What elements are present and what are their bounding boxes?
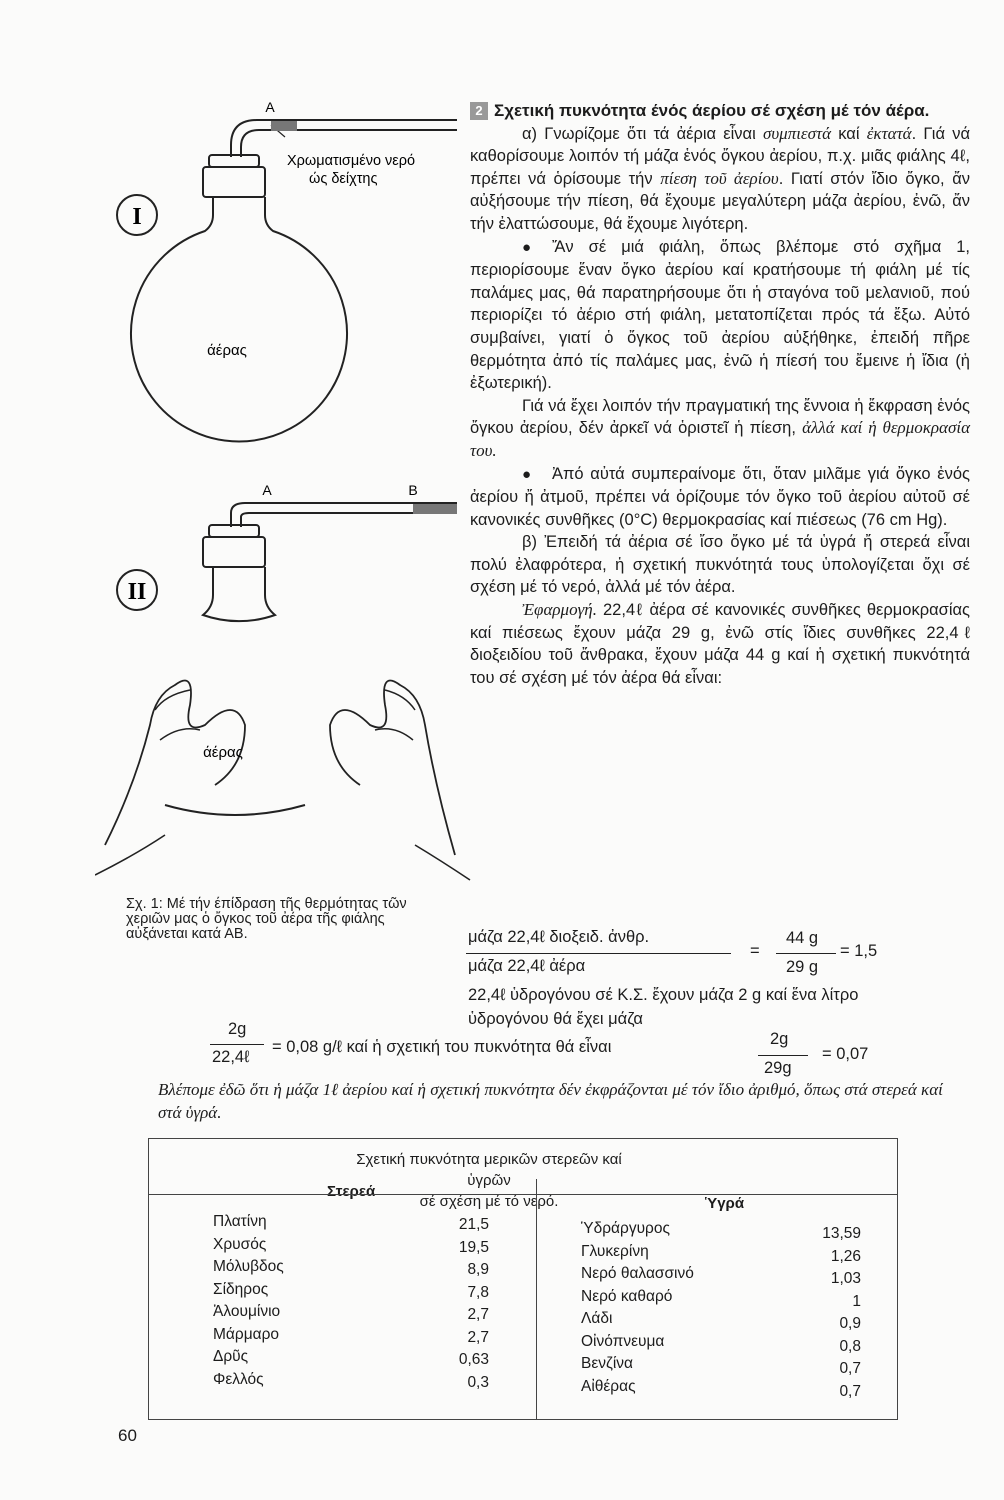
liquids-header: Ὑγρά — [705, 1195, 745, 1212]
page-number: 60 — [118, 1426, 137, 1445]
label-a-bottom: A — [262, 482, 272, 498]
table-row-solid-name: Φελλός — [213, 1370, 264, 1388]
table-row-liquid-name: Νερό καθαρό — [581, 1287, 673, 1305]
p1-italic-expandable: ἐκτατά — [866, 123, 912, 143]
table-row-liquid-name: Λάδι — [581, 1310, 613, 1327]
flask2-indicator-drop — [413, 504, 457, 514]
flask1-tube-top — [231, 120, 457, 157]
table-row-solid-name: Πλατίνη — [213, 1213, 267, 1230]
table-row-liquid-name: Νερό θαλασσινό — [581, 1265, 694, 1282]
table-row-solid-value: 21,5 — [458, 1216, 489, 1233]
indicator-label-line2: ώς δείχτης — [309, 171, 378, 187]
formula2-numerator: 2g — [228, 1020, 247, 1038]
flask2-bottom-arc — [165, 805, 305, 815]
application-label: Ἐφαρμογή. — [522, 600, 597, 620]
table-column-divider — [536, 1179, 537, 1419]
table-row-solid-name: Ἀλουμίνιο — [213, 1303, 281, 1320]
table-row-liquid-value: 0,8 — [839, 1337, 861, 1355]
flask2-neck-ring — [209, 525, 259, 537]
formula1-result: = 1,5 — [840, 942, 878, 960]
formula1-right-bar — [776, 953, 836, 954]
formula1-fraction-bar — [466, 953, 731, 954]
table-row-liquid-value: 1,26 — [830, 1247, 861, 1265]
table-row-solid-value: 8,9 — [467, 1261, 489, 1278]
label-a-top: A — [265, 99, 275, 115]
table-row-liquid-value: 0,7 — [839, 1360, 861, 1377]
liquids-names — [581, 1218, 741, 1398]
p1-text-and: καί — [831, 124, 867, 143]
formula1-right-denominator: 29 g — [786, 958, 819, 976]
flask2-body — [203, 567, 275, 621]
table-row-solid-name: Δρῦς — [213, 1348, 249, 1365]
flask-figure — [95, 85, 475, 885]
table-row-liquid-name: Γλυκερίνη — [581, 1242, 649, 1260]
roman-numeral-two: II — [127, 579, 147, 605]
formula2-right-numerator: 2g — [770, 1030, 789, 1048]
formula2-right-bar — [758, 1055, 808, 1056]
hydrogen-line2: ὑδρογόνου θά ἔχει μάζα — [468, 1010, 643, 1028]
table-title-line2: σέ σχέση μέ τό νερό. — [419, 1193, 559, 1210]
table-header-divider — [149, 1194, 897, 1195]
table-row-liquid-value: 1,03 — [830, 1270, 861, 1287]
formula2-middle-text: = 0,08 g/ℓ καί ἡ σχετική του πυκνότητα θά εἶναι — [272, 1038, 612, 1056]
indicator-label-line1: Χρωματισμένο νερό — [287, 153, 416, 169]
table-row-solid-value: 2,7 — [467, 1306, 489, 1323]
p3-text: Γιά νά ἔχει λοιπόν τήν πραγματική της ἔννοια ἡ ἔκφραση ἑνός ὄγκου ἀερίου, δέν ἀρκεῖ νά ὁριστεῖ ἡ πίεση, — [470, 396, 970, 438]
paragraph-b: β) Ἐπειδή τά ἀέρια σέ ἴσο ὄγκο μέ τά ὑγρά ἤ στερεά εἶναι πολύ ἐλαφρότερα, ἡ σχετική πυκνότητά τους ὑπολογίζεται ὄχι σέ σχέση μέ τό νερό, ἀλλά μέ τόν ἀέρα. — [470, 533, 970, 597]
table-row-solid-value: 19,5 — [458, 1238, 489, 1256]
air-label-flask2: άέρας — [203, 744, 243, 761]
p1-text-2: . Γιά νά καθορίσουμε λοιπόν τή μάζα ἑνός ὄγκου ἀερίου, π.χ. μιᾶς φιάλης 4ℓ, πρέπει νά ὁρίσουμε τήν — [470, 124, 970, 188]
liquids-values — [799, 1223, 861, 1403]
label-b: B — [408, 482, 418, 498]
p3-italic: ἀλλά καί ἡ θερμοκρασία του. — [470, 418, 970, 460]
table-row-solid-name: Μόλυβδος — [213, 1258, 284, 1275]
left-hand — [105, 681, 245, 846]
table-row-liquid-name: Βενζίνα — [581, 1355, 633, 1372]
application-text: 22,4ℓ ἀέρα σέ κανονικές συνθῆκες θερμοκρασίας καί πιέσεως ἔχουν μάζα 29 g, ἐνῶ στίς ἴδιες συνθῆκες 22,4ℓ διοξειδίου τοῦ ἄνθρακα, ἔχουν μάζα 44 g καί ἡ σχετική πυκνότητά του σέ σχέση μέ τόν ἀέρα θά εἶναι: — [470, 601, 970, 687]
table-title — [339, 1149, 639, 1212]
table-row-solid-value: 0,3 — [467, 1373, 489, 1391]
air-label-flask1: άέρας — [207, 342, 247, 359]
formula2-denominator: 22,4ℓ — [212, 1048, 250, 1066]
solids-names — [213, 1211, 333, 1391]
p1-text: α) Γνωρίζομε ὅτι τά ἀέρια εἶναι — [522, 124, 763, 143]
table-row-liquid-value: 0,9 — [839, 1315, 861, 1332]
table-row-liquid-value: 0,7 — [839, 1382, 861, 1400]
section-title: Σχετική πυκνότητα ένός άερίου σέ σχέση μέ τόν άέρα. — [494, 101, 930, 120]
right-hand — [330, 681, 455, 856]
flask1-neck-ring — [209, 155, 259, 167]
table-row-liquid-name: Οἰνόπνευμα — [581, 1332, 665, 1350]
paragraph-application — [470, 599, 970, 689]
table-row-solid-name: Χρυσός — [213, 1235, 267, 1253]
p1-italic-compressible: συμπιεστά — [762, 123, 832, 143]
formula2-fraction-bar — [210, 1044, 264, 1045]
formula2-right-denominator: 29g — [764, 1059, 792, 1077]
formula1-equals: = — [750, 942, 760, 960]
table-row-liquid-value: 1 — [852, 1292, 861, 1310]
flask2-tube-bottom — [241, 513, 457, 527]
paragraph-a — [470, 123, 970, 236]
hydrogen-line1: 22,4ℓ ὑδρογόνου σέ Κ.Σ. ἔχουν μάζα 2 g καί ἕνα λίτρο — [468, 986, 859, 1004]
p1-italic-pressure: πίεση τοῦ ἀερίου — [660, 168, 779, 188]
flask1-indicator-drop — [271, 121, 297, 131]
table-row-solid-name: Σίδηρος — [213, 1280, 269, 1298]
formula1-right-numerator: 44 g — [786, 929, 819, 947]
table-row-solid-value: 7,8 — [467, 1283, 489, 1301]
paragraph-c — [470, 395, 970, 463]
flask1-bulb — [131, 197, 347, 442]
figure-caption: Σχ. 1: Μέ τήν έπίδραση τῆς θερμότητας τῶν χεριῶν μας ὁ ὄγκος τοῦ ἀέρα τῆς φιάλης αὐξάνεται κατά ΑΒ. — [126, 896, 407, 942]
table-row-solid-value: 2,7 — [467, 1328, 489, 1346]
table-row-liquid-value: 13,59 — [822, 1225, 861, 1242]
italic-note: Βλέπομε ἐδῶ ὅτι ἡ μάζα 1ℓ ἀερίου καί ἡ σχετική πυκνότητα δέν ἐκφράζονται μέ τόν ἴδιο ἀριθμό, ὅπως στά στερεά καί στά ὑγρά. — [158, 1080, 943, 1122]
density-table — [148, 1138, 898, 1420]
flask1-stopper — [203, 167, 265, 197]
p1-text-3: . Γιατί στόν ἴδιο ὄγκο, ἄν αὐξήσουμε τήν πίεση, θά ἔχουμε μεγαλύτερη μάζα ἀερίου, ἐνῶ, ἄν τήν ἐλαττώσουμε, θά ἔχουμε λιγότερη. — [470, 169, 970, 233]
solids-header: Στερεά — [327, 1183, 376, 1200]
paragraph-bullet-1: ● Ἄν σέ μιά φιάλη, ὅπως βλέπομε στό σχῆμα 1, περιορίσουμε ἕναν ὄγκο ἀερίου καί κρατήσουμε τή φιάλη μέ τίς παλάμες μας, θά παρατηρήσουμε ὅτι ἡ σταγόνα τοῦ μελανιοῦ, πού περιορίζει τό ἀέριο στή φιάλη, μετατοπίζεται πρός τά ἔξω. Αὐτό συμβαίνει, γιατί ὁ ὄγκος τοῦ ἀερίου αὐξήθηκε, ἐπειδή πῆρε θερμότητα ἀπό τίς παλάμες μας, ἐνῶ ἡ πίεσή του ἔμεινε ἡ ἴδια (ἡ ἐξωτερική). — [470, 236, 970, 395]
table-title-line1: Σχετική πυκνότητα μερικῶν στερεῶν καί ὑγρῶν — [356, 1151, 622, 1189]
section-number: 2 — [470, 102, 488, 120]
text-column — [470, 100, 970, 689]
section-heading — [470, 100, 970, 123]
formula2-result: = 0,07 — [822, 1045, 869, 1063]
formula1-denominator: μάζα 22,4ℓ ἀέρα — [468, 957, 586, 975]
paragraph-bullet-2: ● Ἀπό αὐτά συμπεραίνομε ὅτι, ὅταν μιλᾶμε γιά ὄγκο ἑνός ἀερίου ἤ ἀτμοῦ, πρέπει νά ὁρίζουμε τόν ὄγκο τοῦ ἀερίου αὐτοῦ σέ κανονικές συνθῆκες (0°C) θερμοκρασίας καί πιέσεως (76 cm Hg). — [470, 463, 970, 532]
roman-numeral-one: I — [132, 204, 142, 230]
table-row-solid-name: Μάρμαρο — [213, 1325, 280, 1343]
flask2-stopper — [203, 537, 265, 567]
table-row-liquid-name: Ὑδράργυρος — [581, 1220, 670, 1237]
solids-values — [429, 1214, 489, 1394]
table-row-solid-value: 0,63 — [458, 1351, 489, 1368]
table-row-liquid-name: Αἰθέρας — [581, 1377, 636, 1395]
formula1-numerator: μάζα 22,4ℓ διοξειδ. ἀνθρ. — [468, 928, 650, 946]
